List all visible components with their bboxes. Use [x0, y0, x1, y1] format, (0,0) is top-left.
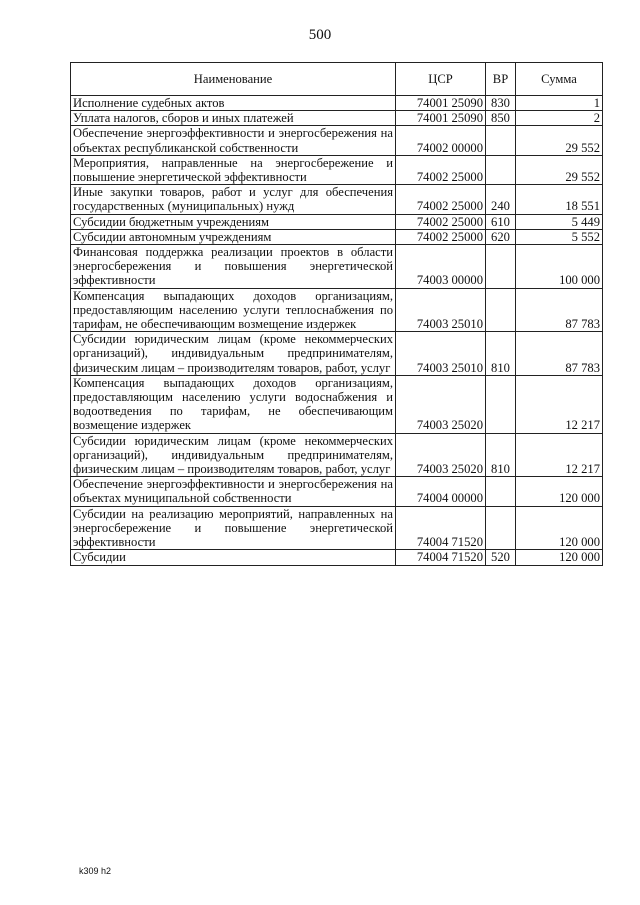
- table-row: [71, 550, 603, 565]
- row-vr: 830: [486, 96, 516, 111]
- row-name: Обеспечение энергоэффективности и энергосбережения на объектах республиканской собственности: [71, 126, 396, 155]
- row-sum: 100 000: [516, 245, 603, 289]
- row-name: Финансовая поддержка реализации проектов в области энергосбережения и повышения энергетической эффективности: [71, 245, 396, 289]
- row-name: Компенсация выпадающих доходов организациям, предоставляющим населению услуги водоснабжения и водоотведения по тарифам, не обеспечивающим возмещение издержек: [71, 375, 396, 433]
- table-row: [71, 332, 603, 376]
- header-name: Наименование: [71, 63, 396, 96]
- row-name: Обеспечение энергоэффективности и энергосбережения на объектах муниципальной собственности: [71, 477, 396, 506]
- row-code: 74002 25000: [396, 185, 486, 214]
- table-row: [71, 214, 603, 229]
- row-vr: [486, 506, 516, 550]
- row-code: 74004 71520: [396, 550, 486, 565]
- row-sum: 12 217: [516, 375, 603, 433]
- row-vr: 620: [486, 229, 516, 244]
- row-sum: 2: [516, 111, 603, 126]
- row-sum: 120 000: [516, 550, 603, 565]
- row-code: 74003 25020: [396, 375, 486, 433]
- row-name: Субсидии: [71, 550, 396, 565]
- table-row: [71, 111, 603, 126]
- row-name: Субсидии бюджетным учреждениям: [71, 214, 396, 229]
- row-sum: 120 000: [516, 506, 603, 550]
- row-vr: 520: [486, 550, 516, 565]
- budget-table: [70, 62, 603, 566]
- row-sum: 120 000: [516, 477, 603, 506]
- row-vr: 810: [486, 433, 516, 477]
- row-code: 74003 25010: [396, 332, 486, 376]
- row-vr: 610: [486, 214, 516, 229]
- row-vr: [486, 375, 516, 433]
- row-code: 74001 25090: [396, 111, 486, 126]
- table-row: [71, 375, 603, 433]
- table-row: [71, 506, 603, 550]
- row-code: 74003 25020: [396, 433, 486, 477]
- row-sum: 18 551: [516, 185, 603, 214]
- row-sum: 1: [516, 96, 603, 111]
- row-code: 74002 25000: [396, 229, 486, 244]
- row-code: 74004 00000: [396, 477, 486, 506]
- row-sum: 29 552: [516, 126, 603, 155]
- row-sum: 12 217: [516, 433, 603, 477]
- table-row: [71, 155, 603, 184]
- table-row: [71, 433, 603, 477]
- header-sum: Сумма: [516, 63, 603, 96]
- table-header-row: [71, 63, 603, 96]
- row-code: 74002 00000: [396, 126, 486, 155]
- row-code: 74003 00000: [396, 245, 486, 289]
- row-sum: 87 783: [516, 288, 603, 332]
- row-sum: 5 552: [516, 229, 603, 244]
- table-row: [71, 288, 603, 332]
- row-name: Субсидии на реализацию мероприятий, направленных на энергосбережение и повышение энергетической эффективности: [71, 506, 396, 550]
- row-code: 74003 25010: [396, 288, 486, 332]
- row-name: Компенсация выпадающих доходов организациям, предоставляющим населению услуги теплоснабжения по тарифам, не обеспечивающим возмещение издержек: [71, 288, 396, 332]
- row-name: Субсидии автономным учреждениям: [71, 229, 396, 244]
- row-name: Иные закупки товаров, работ и услуг для обеспечения государственных (муниципальных) нужд: [71, 185, 396, 214]
- row-code: 74001 25090: [396, 96, 486, 111]
- row-vr: [486, 245, 516, 289]
- table-row: [71, 185, 603, 214]
- row-code: 74004 71520: [396, 506, 486, 550]
- row-name: Субсидии юридическим лицам (кроме некоммерческих организаций), индивидуальным предпринимателям, физическим лицам – производителям товаров, работ, услуг: [71, 332, 396, 376]
- row-name: Субсидии юридическим лицам (кроме некоммерческих организаций), индивидуальным предпринимателям, физическим лицам – производителям товаров, работ, услуг: [71, 433, 396, 477]
- row-code: 74002 25000: [396, 155, 486, 184]
- table-row: [71, 96, 603, 111]
- row-name: Исполнение судебных актов: [71, 96, 396, 111]
- row-vr: [486, 477, 516, 506]
- table-row: [71, 229, 603, 244]
- header-vr: ВР: [486, 63, 516, 96]
- row-name: Уплата налогов, сборов и иных платежей: [71, 111, 396, 126]
- row-sum: 29 552: [516, 155, 603, 184]
- table-row: [71, 126, 603, 155]
- row-code: 74002 25000: [396, 214, 486, 229]
- row-vr: [486, 126, 516, 155]
- page-number: 500: [308, 27, 332, 43]
- table-row: [71, 477, 603, 506]
- row-vr: 850: [486, 111, 516, 126]
- row-vr: 240: [486, 185, 516, 214]
- header-code: ЦСР: [396, 63, 486, 96]
- row-name: Мероприятия, направленные на энергосбережение и повышение энергетической эффективности: [71, 155, 396, 184]
- row-vr: 810: [486, 332, 516, 376]
- row-vr: [486, 155, 516, 184]
- row-sum: 5 449: [516, 214, 603, 229]
- row-vr: [486, 288, 516, 332]
- footer-code: k309 h2: [79, 866, 112, 876]
- row-sum: 87 783: [516, 332, 603, 376]
- table-row: [71, 245, 603, 289]
